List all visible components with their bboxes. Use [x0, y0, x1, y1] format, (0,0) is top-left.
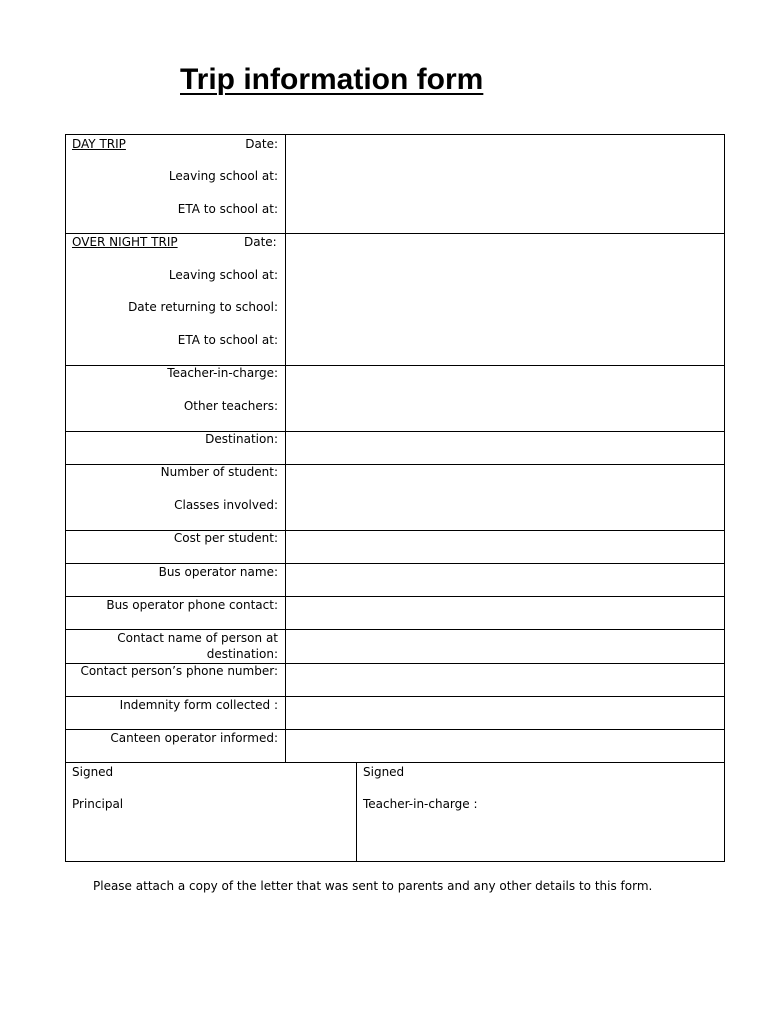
teacher-signed-label: Signed: [363, 765, 405, 779]
principal-signature-box[interactable]: [66, 763, 356, 861]
day-trip-answer-cell[interactable]: [286, 135, 724, 233]
staff-answer-cell[interactable]: [286, 366, 724, 431]
overnight-trip-answer-cell[interactable]: [286, 234, 724, 365]
bus-operator-name-label: Bus operator name:: [158, 565, 278, 579]
overnight-trip-eta-label: ETA to school at:: [177, 333, 278, 347]
bus-operator-phone-label: Bus operator phone contact:: [106, 598, 278, 612]
principal-signed-label: Signed: [72, 765, 114, 779]
teacher-role-label: Teacher-in-charge :: [363, 797, 478, 811]
day-trip-leaving-label: Leaving school at:: [168, 169, 278, 183]
cost-per-student-label: Cost per student:: [173, 531, 278, 545]
canteen-label: Canteen operator informed:: [110, 731, 278, 745]
page-title: Trip information form: [180, 63, 484, 96]
day-trip-heading: DAY TRIP: [72, 137, 126, 151]
contact-phone-label: Contact person’s phone number:: [80, 664, 278, 678]
overnight-trip-heading: OVER NIGHT TRIP: [72, 235, 178, 249]
teacher-signature-box[interactable]: [357, 763, 724, 861]
principal-role-label: Principal: [72, 797, 124, 811]
bus-operator-name-answer-cell[interactable]: [286, 564, 724, 596]
destination-label: Destination:: [205, 432, 278, 446]
contact-name-answer-cell[interactable]: [286, 630, 724, 663]
overnight-trip-date-returning-label: Date returning to school:: [128, 300, 278, 314]
classes-involved-label: Classes involved:: [174, 498, 278, 512]
number-of-student-label: Number of student:: [160, 465, 278, 479]
attachment-note: Please attach a copy of the letter that was sent to parents and any other details to this form.: [93, 879, 653, 893]
contact-phone-answer-cell[interactable]: [286, 664, 724, 696]
day-trip-date-label: Date:: [245, 137, 278, 151]
indemnity-answer-cell[interactable]: [286, 697, 724, 729]
overnight-trip-date-label: Date:: [244, 235, 277, 249]
bus-operator-phone-answer-cell[interactable]: [286, 597, 724, 629]
cost-answer-cell[interactable]: [286, 531, 724, 563]
destination-answer-cell[interactable]: [286, 432, 724, 464]
day-trip-eta-label: ETA to school at:: [177, 202, 278, 216]
contact-name-label: Contact name of person at destination:: [117, 631, 278, 661]
other-teachers-label: Other teachers:: [183, 399, 278, 413]
overnight-trip-leaving-label: Leaving school at:: [168, 268, 278, 282]
trip-form-table: [65, 134, 725, 862]
indemnity-label: Indemnity form collected :: [119, 698, 278, 712]
teacher-in-charge-label: Teacher-in-charge:: [167, 366, 278, 380]
canteen-answer-cell[interactable]: [286, 730, 724, 762]
students-answer-cell[interactable]: [286, 465, 724, 530]
